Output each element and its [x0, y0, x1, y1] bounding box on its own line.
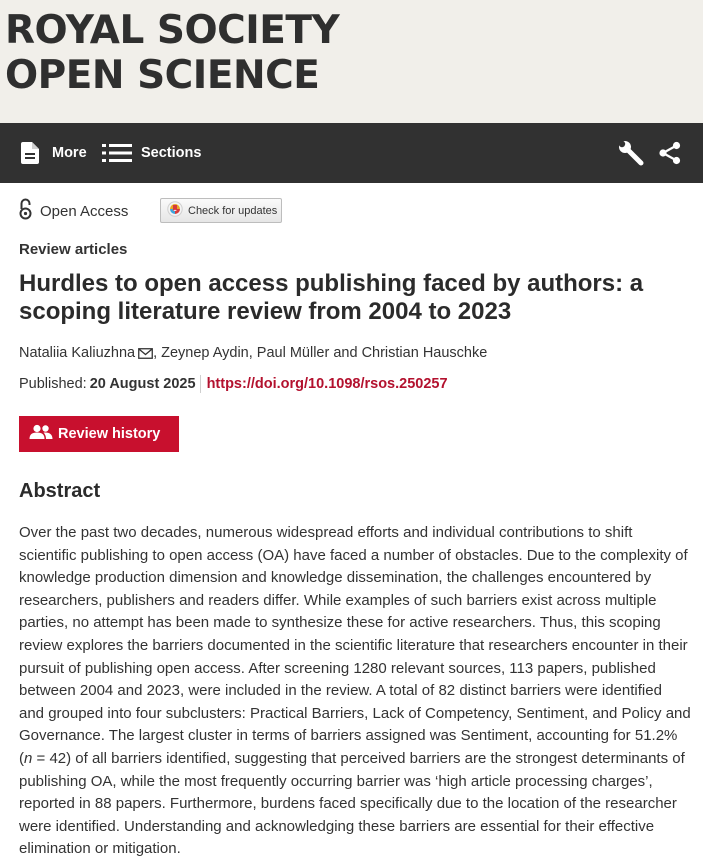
sections-label: Sections — [141, 145, 202, 161]
list-icon — [102, 144, 132, 162]
wrench-icon — [618, 140, 644, 166]
article-title: Hurdles to open access publishing faced by authors: a scoping literature review from 2004 to 2023 — [19, 270, 644, 325]
divider — [200, 375, 201, 393]
more-label: More — [52, 145, 87, 161]
sample-size-symbol: n — [24, 749, 33, 767]
document-icon — [21, 142, 39, 164]
more-button[interactable] — [21, 123, 87, 183]
abstract-heading: Abstract — [19, 480, 101, 502]
other-authors[interactable]: , Zeynep Aydin, Paul Müller and Christian Hauschke — [153, 345, 488, 361]
share-button[interactable] — [658, 123, 682, 183]
check-for-updates-button[interactable] — [160, 198, 282, 223]
people-icon — [19, 424, 58, 444]
published-date: 20 August 2025 — [89, 376, 196, 392]
open-lock-icon — [19, 198, 32, 225]
publication-info — [19, 375, 448, 393]
abstract-text — [19, 522, 691, 861]
journal-title[interactable] — [5, 8, 339, 98]
review-history-label: Review history — [58, 426, 161, 442]
masthead — [0, 0, 703, 123]
email-icon[interactable] — [138, 347, 153, 363]
crossmark-icon — [161, 201, 188, 220]
article-type: Review articles — [19, 241, 128, 258]
journal-title-line-1: ROYAL SOCIETY — [5, 8, 340, 53]
top-toolbar — [0, 123, 703, 183]
abstract-text-part-1: Over the past two decades, numerous widespread efforts and individual contributions to shift scientific publishing to open access (OA) have faced a number of obstacles. Due to the complexity of knowledge production dimension and knowledge dissemination, the challenges encountered by researchers, publishers and readers differ. While examples of such barriers exist across multiple parties, no attempt has been made to synthesize these for active researchers. Thus, this scoping review explores the barriers documented in the scientific literature that researchers encounter in their pursuit of publishing open access. After screening 1280 relevant sources, 113 papers, published between 2004 and 2023, were included in the review. A total of 82 distinct barriers were identified and grouped into four subclusters: Practical Barriers, Lack of Competency, Sentiment, and Policy and Governance. The largest cluster in terms of barriers assigned was Sentiment, accounting for 51.2% ( — [19, 524, 691, 767]
published-label: Published: — [19, 376, 87, 392]
check-for-updates-label: Check for updates — [188, 204, 278, 217]
journal-title-line-2: OPEN SCIENCE — [5, 53, 320, 98]
doi-link[interactable]: https://doi.org/10.1098/rsos.250257 — [206, 376, 448, 392]
author-link[interactable]: Nataliia Kaliuzhna — [19, 345, 136, 361]
review-history-button[interactable] — [19, 416, 179, 452]
author-list — [19, 345, 487, 363]
sections-button[interactable] — [102, 123, 201, 183]
open-access-label: Open Access — [40, 202, 129, 220]
tools-button[interactable] — [618, 123, 644, 183]
open-access-badge — [19, 199, 128, 223]
share-icon — [658, 141, 682, 165]
abstract-text-part-2: = 42) of all barriers identified, suggesting that perceived barriers are the strongest determinants of publishing OA, while the most frequently occurring barrier was ‘high article processing charges’, reported in 88 papers. Furthermore, burdens faced specifically due to the location of the researcher were identified. Understanding and acknowledging these barriers are essential for their effective elimination or mitigation. — [19, 749, 685, 858]
